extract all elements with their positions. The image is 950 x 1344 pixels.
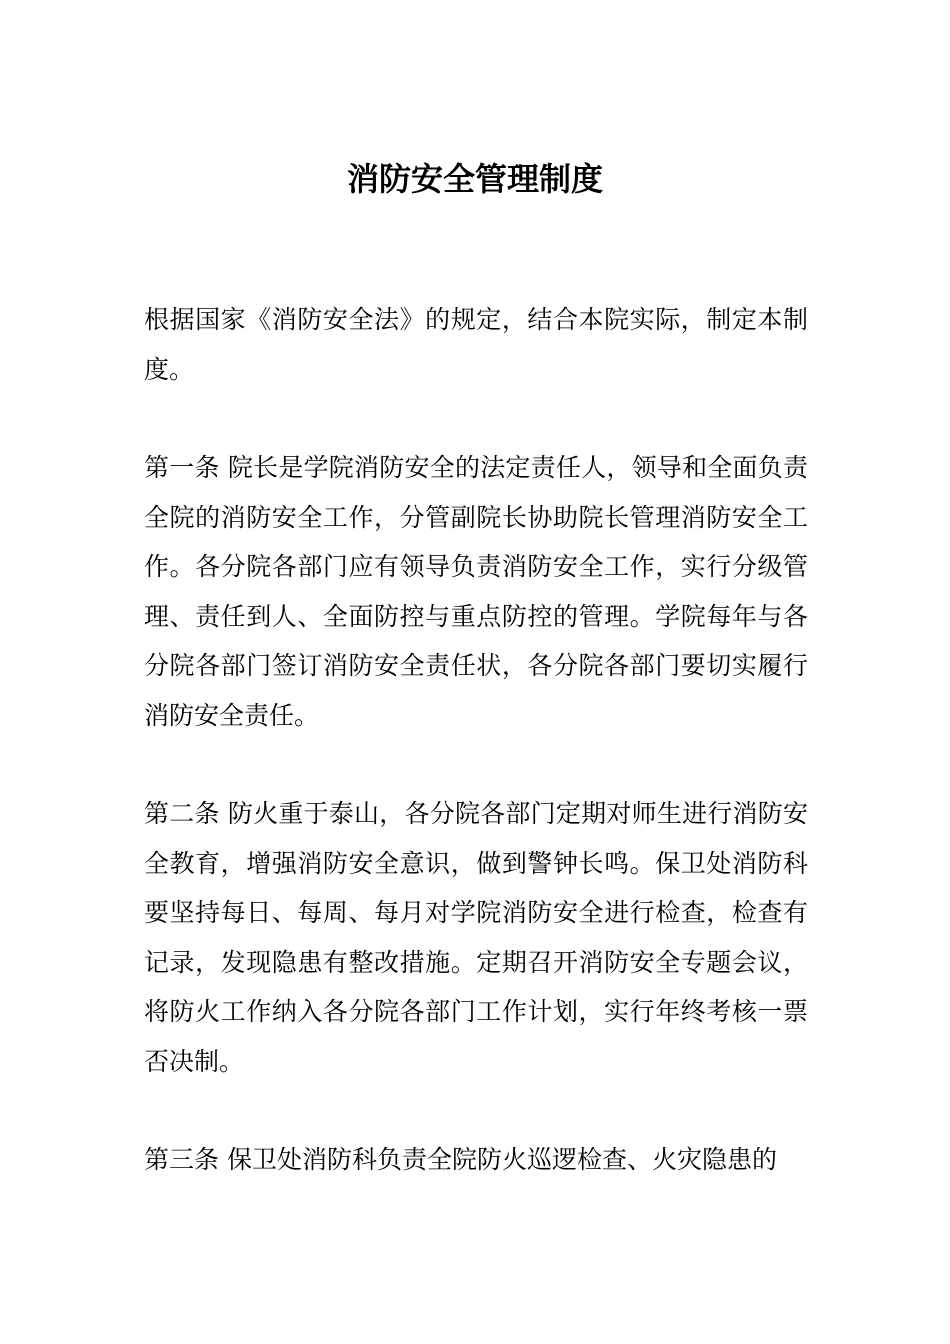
- article-3-paragraph: 第三条 保卫处消防科负责全院防火巡逻检查、火灾隐患的: [144, 1145, 777, 1174]
- article-1-paragraph: 第一条 院长是学院消防安全的法定责任人，领导和全面负责全院的消防安全工作，分管副院长协助院长管理消防安全工作。各分院各部门应有领导负责消防安全工作，实行分级管理、责任到人、全面防控与重点防控的管理。学院每年与各分院各部门签订消防安全责任状，各分院各部门要切实履行消防安全责任。: [144, 453, 808, 730]
- article-2-paragraph: 第二条 防火重于泰山，各分院各部门定期对师生进行消防安全教育，增强消防安全意识，做到警钟长鸣。保卫处消防科要坚持每日、每周、每月对学院消防安全进行检查，检查有记录，发现隐患有整改措施。定期召开消防安全专题会议，将防火工作纳入各分院各部门工作计划，实行年终考核一票否决制。: [144, 799, 808, 1076]
- intro-paragraph: 根据国家《消防安全法》的规定，结合本院实际，制定本制度。: [144, 305, 808, 384]
- document-body: [144, 295, 808, 1234]
- page-title: 消防安全管理制度: [346, 160, 603, 198]
